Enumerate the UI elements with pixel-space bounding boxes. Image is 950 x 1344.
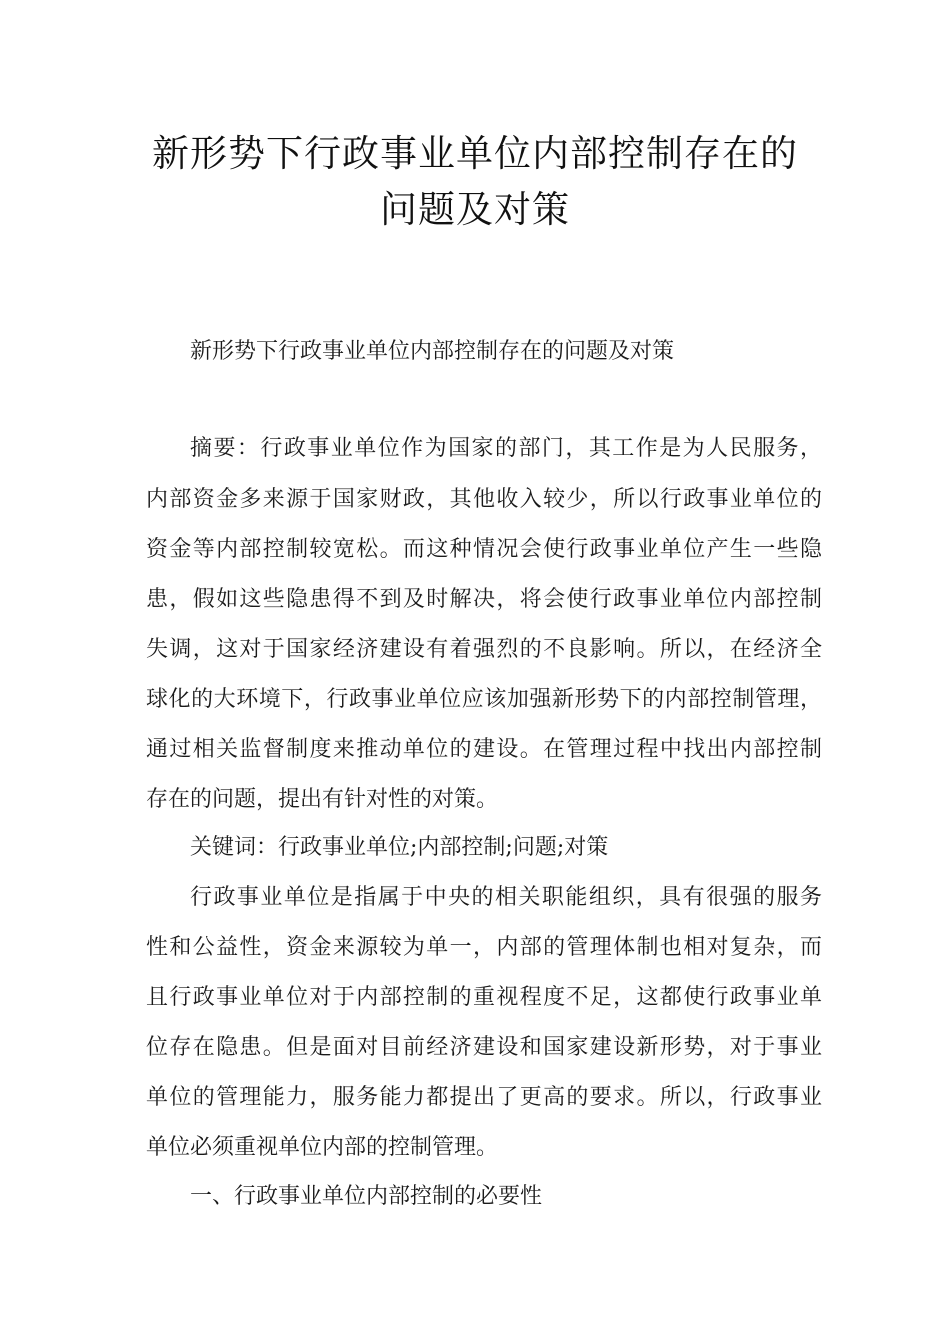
- intro-line: 行政事业单位是指属于中央的相关职能组织，具有很强的服务: [190, 885, 822, 910]
- abstract-line: 患，假如这些隐患得不到及时解决，将会使行政事业单位内部控制: [146, 587, 822, 612]
- document-title: [100, 126, 850, 238]
- title-line-1: 新形势下行政事业单位内部控制存在的: [152, 132, 798, 175]
- abstract-line: 存在的问题，提出有针对性的对策。: [146, 787, 499, 812]
- intro-line: 且行政事业单位对于内部控制的重视程度不足，这都使行政事业单: [146, 985, 822, 1010]
- abstract-line: 资金等内部控制较宽松。而这种情况会使行政事业单位产生一些隐: [146, 537, 822, 562]
- subtitle: 新形势下行政事业单位内部控制存在的问题及对策: [190, 339, 675, 364]
- abstract-line: 失调，这对于国家经济建设有着强烈的不良影响。所以，在经济全: [146, 637, 822, 662]
- intro-line: 位存在隐患。但是面对目前经济建设和国家建设新形势，对于事业: [146, 1035, 822, 1060]
- abstract-line: 内部资金多来源于国家财政，其他收入较少，所以行政事业单位的: [146, 487, 822, 512]
- section-heading: 一、行政事业单位内部控制的必要性: [190, 1184, 543, 1209]
- intro-line: 性和公益性，资金来源较为单一，内部的管理体制也相对复杂，而: [146, 935, 822, 960]
- intro-line: 单位的管理能力，服务能力都提出了更高的要求。所以，行政事业: [146, 1085, 822, 1110]
- keywords: 关键词：行政事业单位;内部控制;问题;对策: [190, 835, 609, 860]
- intro-line: 单位必须重视单位内部的控制管理。: [146, 1135, 499, 1160]
- abstract-line: 通过相关监督制度来推动单位的建设。在管理过程中找出内部控制: [146, 737, 822, 762]
- abstract-line: 球化的大环境下，行政事业单位应该加强新形势下的内部控制管理，: [146, 687, 822, 712]
- abstract-line: 摘要：行政事业单位作为国家的部门，其工作是为人民服务，: [190, 436, 822, 461]
- title-line-2: 问题及对策: [380, 188, 570, 231]
